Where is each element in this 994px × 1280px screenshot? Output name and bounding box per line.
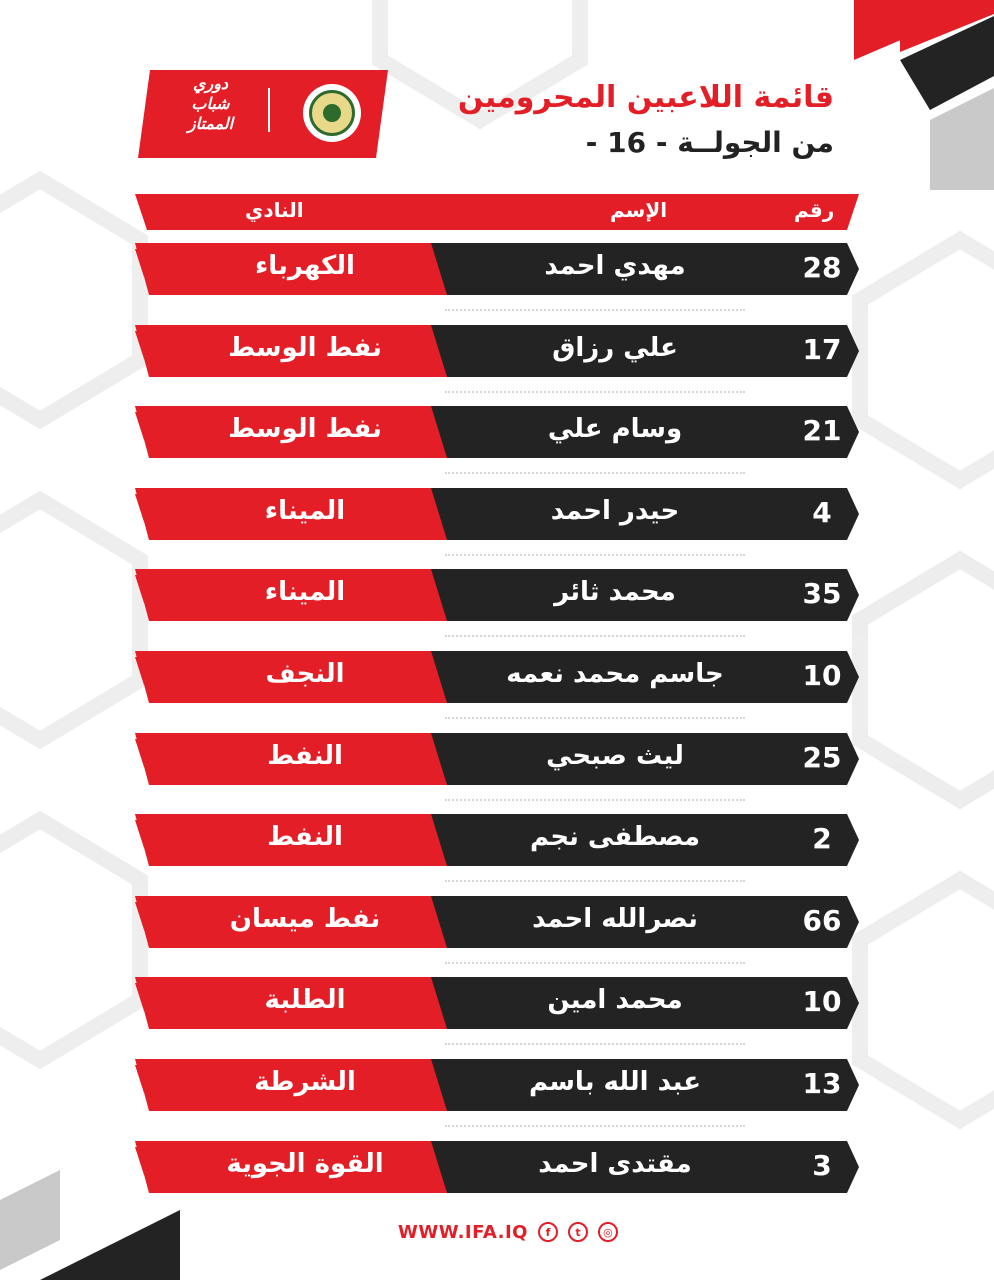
- player-name: ليث صبحي: [546, 741, 684, 771]
- player-club: الميناء: [264, 496, 346, 526]
- slash-separator-icon: [135, 896, 149, 936]
- footer: [398, 1219, 618, 1245]
- row-divider: [445, 309, 745, 311]
- page-title: قائمة اللاعبين المحرومين: [457, 80, 834, 115]
- player-club: نفط الوسط: [228, 333, 382, 363]
- header-name: الإسم: [610, 198, 668, 222]
- row-divider: [445, 1043, 745, 1045]
- player-number: 28: [802, 251, 842, 284]
- table-row: [135, 977, 859, 1029]
- player-club: النجف: [265, 659, 345, 689]
- player-club: الطلبة: [264, 985, 346, 1015]
- row-divider: [445, 880, 745, 882]
- table-row: [135, 325, 859, 377]
- player-number: 3: [812, 1149, 832, 1182]
- twitter-icon[interactable]: t: [568, 1222, 588, 1242]
- player-name: جاسم محمد نعمه: [506, 659, 724, 689]
- table-row: [135, 814, 859, 866]
- badge-divider: [268, 88, 270, 132]
- table-header: [135, 194, 859, 230]
- row-divider: [445, 799, 745, 801]
- player-number: 2: [812, 822, 832, 855]
- player-number: 66: [802, 904, 842, 937]
- player-name: عبد الله باسم: [528, 1067, 702, 1097]
- row-divider: [445, 472, 745, 474]
- table-row: [135, 569, 859, 621]
- table-row: [135, 406, 859, 458]
- facebook-icon[interactable]: f: [538, 1222, 558, 1242]
- slash-separator-icon: [135, 1059, 149, 1099]
- row-divider: [445, 635, 745, 637]
- row-divider: [445, 962, 745, 964]
- player-name: وسام علي: [547, 414, 683, 444]
- player-club: الشرطة: [254, 1067, 356, 1097]
- row-divider: [445, 1125, 745, 1127]
- table-row: [135, 1059, 859, 1111]
- table-row: [135, 243, 859, 295]
- row-divider: [445, 554, 745, 556]
- page-subtitle: من الجولــة - 16 -: [585, 126, 834, 159]
- table-row: [135, 488, 859, 540]
- slash-separator-icon: [135, 569, 149, 609]
- player-number: 35: [802, 577, 842, 610]
- instagram-icon[interactable]: ◎: [598, 1222, 618, 1242]
- header-club: النادي: [245, 198, 304, 222]
- slash-separator-icon: [135, 977, 149, 1017]
- slash-separator-icon: [135, 651, 149, 691]
- player-name: مصطفى نجم: [529, 822, 700, 852]
- player-number: 10: [802, 985, 842, 1018]
- row-divider: [445, 391, 745, 393]
- player-number: 13: [802, 1067, 842, 1100]
- player-name: مهدي احمد: [544, 251, 686, 281]
- table-row: [135, 896, 859, 948]
- table-row: [135, 733, 859, 785]
- league-name-line2: شباب: [191, 94, 230, 113]
- slash-separator-icon: [135, 488, 149, 528]
- player-club: الميناء: [264, 577, 346, 607]
- corner-decoration-top-right: [840, 0, 994, 190]
- player-name: علي رزاق: [552, 333, 678, 363]
- slash-separator-icon: [135, 325, 149, 365]
- table-row: [135, 1141, 859, 1193]
- player-number: 17: [802, 333, 842, 366]
- player-name: حيدر احمد: [550, 496, 680, 526]
- player-club: نفط ميسان: [229, 904, 381, 934]
- player-name: مقتدى احمد: [538, 1149, 692, 1179]
- table-row: [135, 651, 859, 703]
- player-name: محمد امين: [547, 985, 683, 1015]
- player-club: القوة الجوية: [226, 1149, 384, 1179]
- player-name: نصرالله احمد: [532, 904, 698, 934]
- league-name: [168, 74, 253, 134]
- player-number: 4: [812, 496, 832, 529]
- player-number: 21: [802, 414, 842, 447]
- slash-separator-icon: [135, 243, 149, 283]
- league-name-line3: الممتاز: [187, 114, 234, 133]
- website-link[interactable]: WWW.IFA.IQ: [398, 1221, 528, 1243]
- player-club: النفط: [267, 741, 343, 771]
- slash-separator-icon: [135, 733, 149, 773]
- header-number: رقم: [794, 198, 835, 222]
- league-name-line1: دوري: [192, 74, 229, 93]
- player-club: النفط: [267, 822, 343, 852]
- player-club: الكهرباء: [255, 251, 355, 281]
- slash-separator-icon: [135, 1141, 149, 1181]
- slash-separator-icon: [135, 814, 149, 854]
- row-divider: [445, 717, 745, 719]
- player-number: 10: [802, 659, 842, 692]
- player-club: نفط الوسط: [228, 414, 382, 444]
- slash-separator-icon: [135, 406, 149, 446]
- player-number: 25: [802, 741, 842, 774]
- federation-logo-icon: [303, 84, 361, 142]
- player-name: محمد ثائر: [554, 577, 676, 607]
